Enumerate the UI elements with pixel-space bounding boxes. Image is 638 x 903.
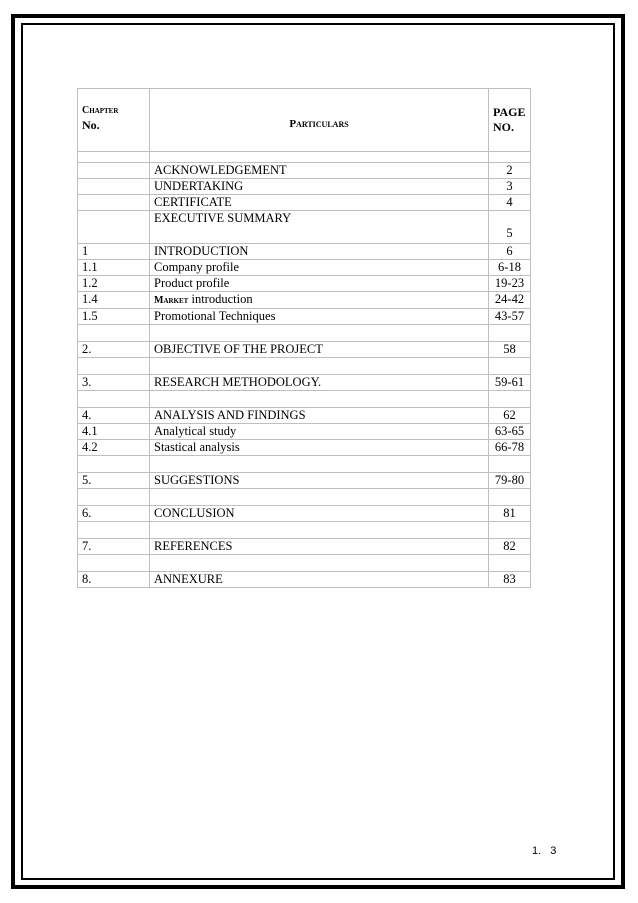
table-row [78, 309, 531, 325]
row-number: 4.1 [78, 424, 150, 440]
row-number [78, 195, 150, 211]
row-title: Promotional Techniques [150, 309, 489, 325]
row-number: 7. [78, 539, 150, 555]
row-page: 43-57 [489, 309, 531, 325]
row-number: 4. [78, 408, 150, 424]
row-page: 58 [489, 342, 531, 358]
page-number: 1. 3 [532, 845, 557, 857]
row-number [78, 211, 150, 244]
row-title [150, 292, 489, 309]
table-of-contents [77, 88, 531, 588]
row-number: 1.4 [78, 292, 150, 309]
row-page: 3 [489, 179, 531, 195]
row-title: UNDERTAKING [150, 179, 489, 195]
row-page: 6-18 [489, 260, 531, 276]
header-page [489, 89, 531, 152]
row-number [78, 179, 150, 195]
spacer-row [78, 456, 531, 473]
row-number: 3. [78, 375, 150, 391]
row-number: 8. [78, 572, 150, 588]
header-page-no: NO. [493, 120, 514, 134]
table-row [78, 539, 531, 555]
row-title: Analytical study [150, 424, 489, 440]
table-row [78, 163, 531, 179]
header-chapter [78, 89, 150, 152]
header-particulars-label: Particulars [289, 118, 349, 130]
row-number: 1.5 [78, 309, 150, 325]
table-row [78, 375, 531, 391]
row-page: 5 [489, 211, 531, 244]
row-number: 5. [78, 473, 150, 489]
row-page: 24-42 [489, 292, 531, 309]
row-page: 59-61 [489, 375, 531, 391]
table-row [78, 195, 531, 211]
row-title: Stastical analysis [150, 440, 489, 456]
row-title-prefix: Market [154, 295, 189, 306]
table-row [78, 179, 531, 195]
spacer-row [78, 325, 531, 342]
table-row [78, 244, 531, 260]
row-page: 19-23 [489, 276, 531, 292]
table-header-row [78, 89, 531, 152]
row-number: 1 [78, 244, 150, 260]
row-title: Product profile [150, 276, 489, 292]
spacer-row [78, 489, 531, 506]
row-number [78, 163, 150, 179]
row-title: EXECUTIVE SUMMARY [150, 211, 489, 244]
row-page: 79-80 [489, 473, 531, 489]
row-number: 1.2 [78, 276, 150, 292]
table-row [78, 276, 531, 292]
row-page: 6 [489, 244, 531, 260]
table-row [78, 572, 531, 588]
row-number: 1.1 [78, 260, 150, 276]
table-row [78, 292, 531, 309]
row-page: 81 [489, 506, 531, 522]
spacer-row [78, 358, 531, 375]
row-title: ANNEXURE [150, 572, 489, 588]
row-page: 66-78 [489, 440, 531, 456]
row-title-text: introduction [191, 292, 253, 306]
row-page: 82 [489, 539, 531, 555]
row-number: 6. [78, 506, 150, 522]
spacer-row [78, 555, 531, 572]
header-chapter-label: Chapter [82, 105, 119, 116]
row-title: CONCLUSION [150, 506, 489, 522]
row-title: ACKNOWLEDGEMENT [150, 163, 489, 179]
row-page: 2 [489, 163, 531, 179]
spacer-row [78, 391, 531, 408]
row-title: SUGGESTIONS [150, 473, 489, 489]
header-chapter-no: No. [82, 118, 100, 132]
row-page: 62 [489, 408, 531, 424]
table-row [78, 440, 531, 456]
row-title: OBJECTIVE OF THE PROJECT [150, 342, 489, 358]
row-number: 4.2 [78, 440, 150, 456]
row-title: Company profile [150, 260, 489, 276]
table-row [78, 424, 531, 440]
row-page: 83 [489, 572, 531, 588]
table-row [78, 260, 531, 276]
header-page-label: PAGE [493, 105, 526, 119]
row-page: 63-65 [489, 424, 531, 440]
row-title: ANALYSIS AND FINDINGS [150, 408, 489, 424]
spacer-row [78, 522, 531, 539]
table-row [78, 211, 531, 244]
row-title: INTRODUCTION [150, 244, 489, 260]
spacer-row [78, 152, 531, 163]
row-title: CERTIFICATE [150, 195, 489, 211]
table-row [78, 342, 531, 358]
header-particulars [150, 89, 489, 152]
table-row [78, 408, 531, 424]
row-page: 4 [489, 195, 531, 211]
row-number: 2. [78, 342, 150, 358]
row-title: REFERENCES [150, 539, 489, 555]
row-title: RESEARCH METHODOLOGY. [150, 375, 489, 391]
table-row [78, 506, 531, 522]
table-row [78, 473, 531, 489]
